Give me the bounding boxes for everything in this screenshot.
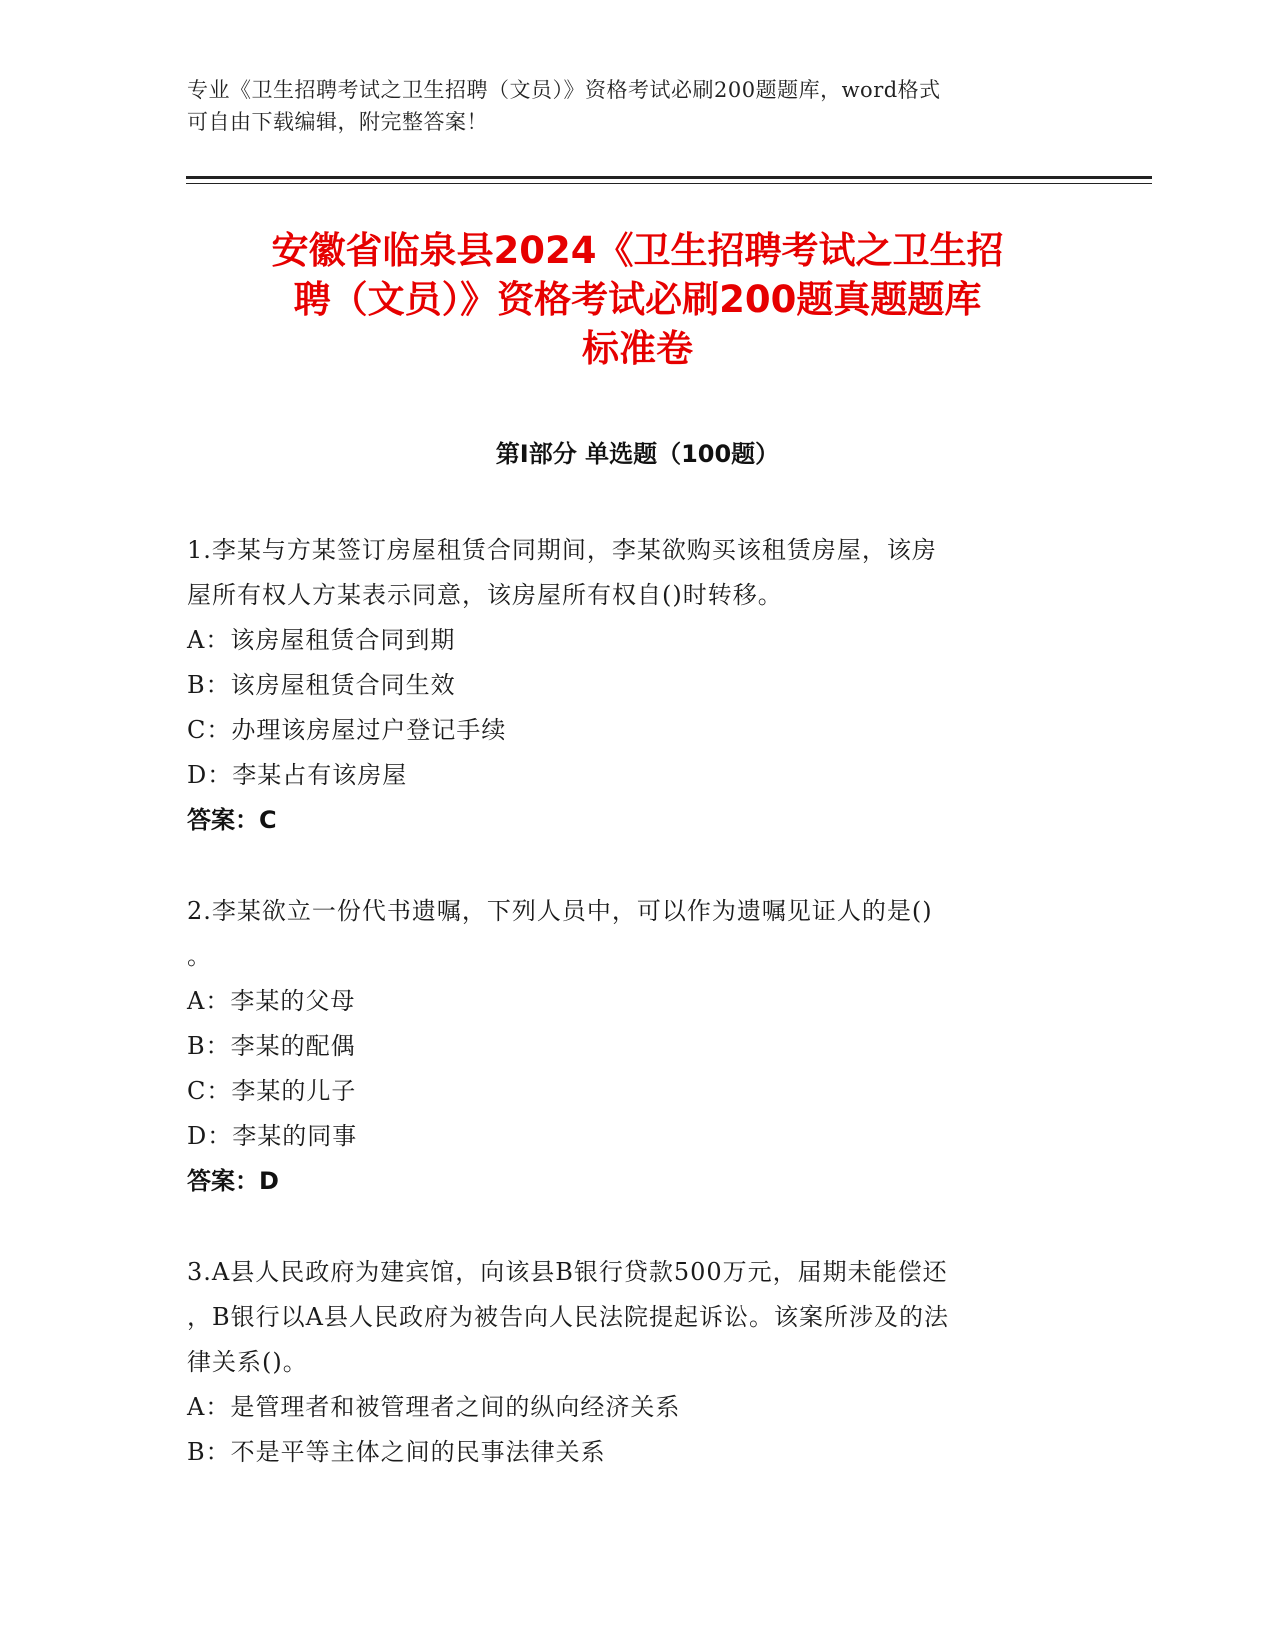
document-title-line-2: 聘（文员）》资格考试必刷200题真题题库: [293, 278, 982, 321]
option-b: B：该房屋租赁合同生效: [187, 671, 456, 699]
section-title: 第Ⅰ部分 单选题（100题）: [495, 440, 780, 468]
question-stem-line: 2.李某欲立一份代书遗嘱，下列人员中，可以作为遗嘱见证人的是(): [187, 897, 933, 925]
question-stem-line: ，B银行以A县人民政府为被告向人民法院提起诉讼。该案所涉及的法: [187, 1303, 949, 1331]
question-1: [187, 528, 1077, 843]
header-note-line-2: 可自由下载编辑，附完整答案！: [187, 110, 488, 134]
answer: 答案：C: [187, 806, 277, 834]
option-a: A：李某的父母: [187, 987, 356, 1015]
header-note: [187, 74, 1087, 138]
question-3: [187, 1250, 1077, 1475]
option-d: D：李某的同事: [187, 1122, 358, 1150]
option-c: C：办理该房屋过户登记手续: [187, 716, 507, 744]
option-b: B：不是平等主体之间的民事法律关系: [187, 1438, 606, 1466]
header-note-line-1: 专业《卫生招聘考试之卫生招聘（文员）》资格考试必刷200题题库，word格式: [187, 78, 941, 102]
header-divider-thick: [186, 176, 1152, 179]
question-2: [187, 889, 1077, 1204]
document-title-line-1: 安徽省临泉县2024《卫生招聘考试之卫生招: [271, 229, 1004, 272]
header-divider-thin: [186, 183, 1152, 184]
question-stem-line: 屋所有权人方某表示同意，该房屋所有权自()时转移。: [187, 581, 783, 609]
question-stem-line: 律关系()。: [187, 1348, 308, 1376]
answer: 答案：D: [187, 1167, 279, 1195]
option-a: A：该房屋租赁合同到期: [187, 626, 456, 654]
document-title: [180, 226, 1095, 373]
option-d: D：李某占有该房屋: [187, 761, 408, 789]
question-stem-line: 3.A县人民政府为建宾馆，向该县B银行贷款500万元，届期未能偿还: [187, 1258, 948, 1286]
question-list: [187, 528, 1077, 1521]
question-stem-line: 1.李某与方某签订房屋租赁合同期间，李某欲购买该租赁房屋，该房: [187, 536, 937, 564]
question-stem-line: 。: [187, 942, 212, 970]
option-a: A：是管理者和被管理者之间的纵向经济关系: [187, 1393, 681, 1421]
option-c: C：李某的儿子: [187, 1077, 357, 1105]
document-title-line-3: 标准卷: [582, 327, 693, 370]
option-b: B：李某的配偶: [187, 1032, 356, 1060]
